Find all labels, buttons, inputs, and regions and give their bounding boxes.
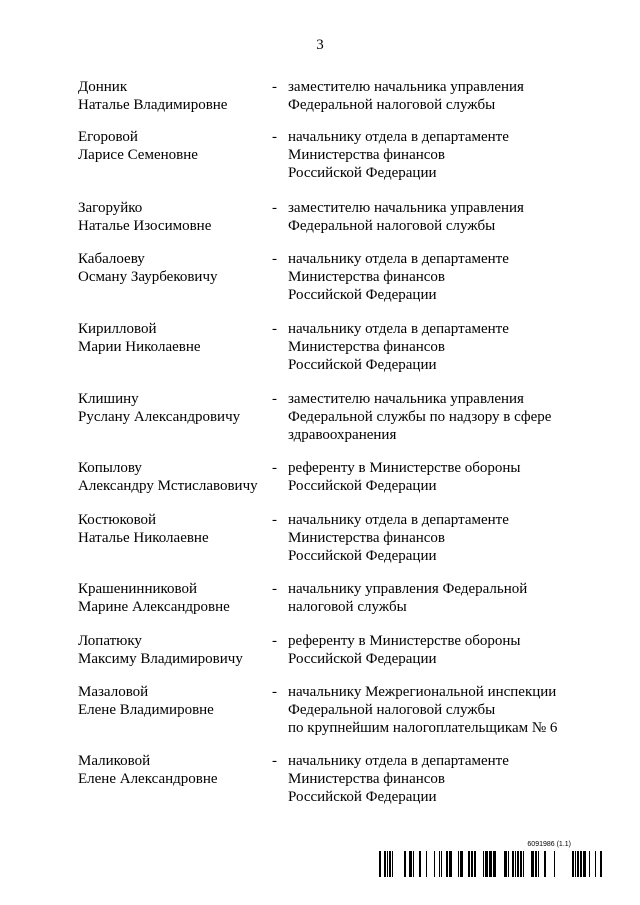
separator-dash: - <box>272 581 277 597</box>
person-name <box>78 390 240 426</box>
position-title <box>288 683 557 737</box>
position-line: по крупнейшим налогоплательщикам № 6 <box>288 720 558 736</box>
person-name <box>78 683 214 719</box>
person-name-line: Руслану Александровичу <box>78 409 241 425</box>
position-line: Министерства финансов <box>288 339 445 355</box>
position-title <box>288 320 509 374</box>
person-name-line: Наталье Николаевне <box>78 530 209 546</box>
person-name-line: Наталье Изосимовне <box>78 218 212 234</box>
position-title <box>288 128 509 182</box>
position-title <box>288 199 524 235</box>
barcode-caption: 6091986 (1.1) <box>527 841 571 848</box>
separator-dash: - <box>272 684 277 700</box>
person-name <box>78 511 209 547</box>
person-name-line: Елене Александровне <box>78 771 218 787</box>
position-title <box>288 752 509 806</box>
separator-dash: - <box>272 460 277 476</box>
person-name-line: Маликовой <box>78 753 151 769</box>
position-line: референту в Министерстве обороны <box>288 460 521 476</box>
position-title <box>288 580 527 616</box>
separator-dash: - <box>272 200 277 216</box>
position-line: Министерства финансов <box>288 269 445 285</box>
position-line: Российской Федерации <box>288 789 437 805</box>
separator-dash: - <box>272 512 277 528</box>
position-title <box>288 632 521 668</box>
person-name <box>78 752 218 788</box>
person-name <box>78 459 258 495</box>
position-line: заместителю начальника управления <box>288 391 524 407</box>
position-line: Российской Федерации <box>288 165 437 181</box>
separator-dash: - <box>272 633 277 649</box>
position-line: начальнику отдела в департаменте <box>288 321 509 337</box>
person-name-line: Елене Владимировне <box>78 702 214 718</box>
person-name-line: Загоруйко <box>78 200 143 216</box>
position-line: референту в Министерстве обороны <box>288 633 521 649</box>
position-line: заместителю начальника управления <box>288 79 524 95</box>
person-name-line: Марии Николаевне <box>78 339 201 355</box>
position-title <box>288 459 521 495</box>
position-line: Российской Федерации <box>288 287 437 303</box>
position-line: налоговой службы <box>288 599 407 615</box>
person-name-line: Егоровой <box>78 129 138 145</box>
separator-dash: - <box>272 79 277 95</box>
person-name-line: Копылову <box>78 460 142 476</box>
position-line: начальнику отдела в департаменте <box>288 129 509 145</box>
person-name-line: Осману Заурбековичу <box>78 269 218 285</box>
position-title <box>288 511 509 565</box>
person-name <box>78 128 198 164</box>
position-line: Федеральной службы по надзору в сфере <box>288 409 552 425</box>
position-line: Федеральной налоговой службы <box>288 97 496 113</box>
person-name-line: Максиму Владимировичу <box>78 651 243 667</box>
position-title <box>288 250 509 304</box>
separator-dash: - <box>272 251 277 267</box>
position-line: Российской Федерации <box>288 548 437 564</box>
position-line: Российской Федерации <box>288 478 437 494</box>
person-name <box>78 580 230 616</box>
person-name <box>78 632 243 668</box>
person-name-line: Костюковой <box>78 512 157 528</box>
person-name-line: Клишину <box>78 391 139 407</box>
separator-dash: - <box>272 391 277 407</box>
separator-dash: - <box>272 129 277 145</box>
person-name-line: Ларисе Семеновне <box>78 147 198 163</box>
person-name-line: Крашенинниковой <box>78 581 198 597</box>
position-title <box>288 78 524 114</box>
position-title <box>288 390 551 444</box>
person-name <box>78 78 227 114</box>
person-name-line: Марине Александровне <box>78 599 230 615</box>
separator-dash: - <box>272 753 277 769</box>
person-name-line: Александру Мстиславовичу <box>78 478 258 494</box>
position-line: Министерства финансов <box>288 147 445 163</box>
person-name <box>78 320 201 356</box>
position-line: Федеральной налоговой службы <box>288 702 496 718</box>
position-line: здравоохранения <box>288 427 397 443</box>
position-line: заместителю начальника управления <box>288 200 524 216</box>
position-line: начальнику отдела в департаменте <box>288 512 509 528</box>
person-name-line: Мазаловой <box>78 684 149 700</box>
position-line: начальнику отдела в департаменте <box>288 251 509 267</box>
position-line: начальнику Межрегиональной инспекции <box>288 684 557 700</box>
position-line: Министерства финансов <box>288 771 445 787</box>
position-line: начальнику управления Федеральной <box>288 581 528 597</box>
person-name-line: Наталье Владимировне <box>78 97 228 113</box>
position-line: Министерства финансов <box>288 530 445 546</box>
person-name-line: Донник <box>78 79 128 95</box>
page-number: 3 <box>316 37 324 53</box>
person-name-line: Кирилловой <box>78 321 157 337</box>
position-line: Российской Федерации <box>288 651 437 667</box>
person-name-line: Кабалоеву <box>78 251 145 267</box>
position-line: Федеральной налоговой службы <box>288 218 496 234</box>
person-name-line: Лопатюку <box>78 633 142 649</box>
barcode-image <box>379 851 603 877</box>
position-line: начальнику отдела в департаменте <box>288 753 509 769</box>
position-line: Российской Федерации <box>288 357 437 373</box>
person-name <box>78 250 218 286</box>
person-name <box>78 199 211 235</box>
separator-dash: - <box>272 321 277 337</box>
